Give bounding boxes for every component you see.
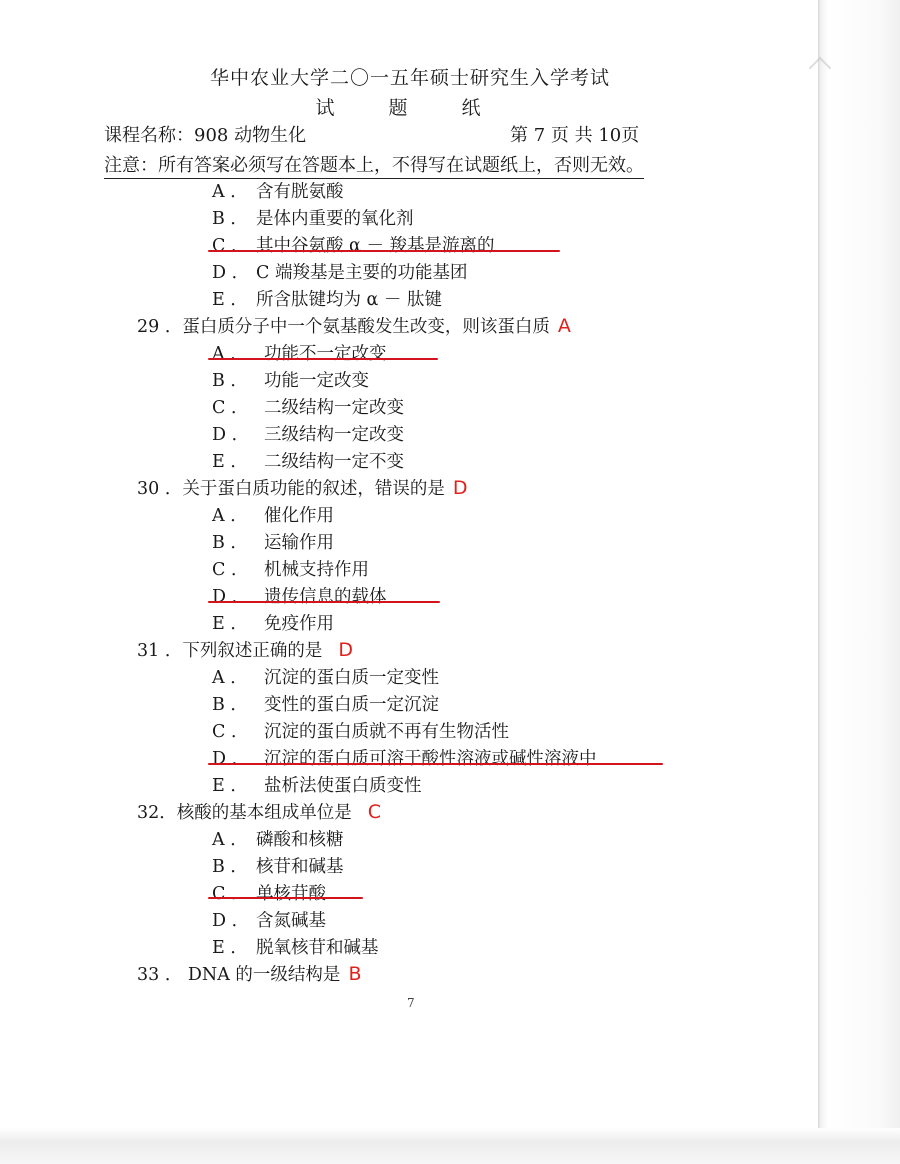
page-number: 7 [407,996,415,1010]
option-text: 沉淀的蛋白质一定变性 [264,668,439,688]
q29-option-b [212,367,369,392]
option-text: 其中谷氨酸 α － 羧基是游离的 [256,236,495,256]
q29-option-d [212,421,404,446]
option-text: 三级结构一定改变 [264,425,404,445]
question-32 [137,799,381,824]
option-label: A ． [212,344,248,364]
question-33 [137,961,361,986]
option-label: A ． [212,830,248,850]
q30-option-e [212,610,334,635]
option-label: D ． [212,911,250,931]
option-label: E ． [212,452,248,472]
q30-option-b [212,529,334,554]
question-stem: 29 ．蛋白质分子中一个氨基酸发生改变，则该蛋白质 [137,317,550,337]
q28-option-e [212,286,442,311]
q31-option-b [212,691,439,716]
option-text: 单核苷酸 [256,884,326,904]
option-text: 盐析法使蛋白质变性 [264,776,422,796]
option-text: 催化作用 [264,506,334,526]
question-30 [137,475,467,500]
option-text: 所含肽键均为 α － 肽键 [256,290,443,310]
option-text: 二级结构一定不变 [264,452,404,472]
scan-edge-right [818,0,900,1164]
q28-option-b [212,205,414,230]
option-label: E ． [212,776,248,796]
course-name: 课程名称：908 动物生化 [104,125,307,146]
option-text: 功能一定改变 [264,371,369,391]
q31-option-e [212,772,422,797]
scan-edge-bottom [0,1128,900,1164]
option-text: C 端羧基是主要的功能基团 [256,263,468,283]
q29-option-c [212,394,404,419]
option-label: C ． [212,398,249,418]
red-underline-q31 [208,763,663,765]
question-31 [137,637,353,662]
option-label: B ． [212,857,248,877]
option-text: 沉淀的蛋白质可溶于酸性溶液或碱性溶液中 [264,749,597,769]
option-label: A ． [212,182,248,202]
handwritten-answer: C [367,801,382,823]
exam-title: 华中农业大学二〇一五年硕士研究生入学考试 [209,67,610,89]
page-info: 第 7 页 共 10页 [510,125,640,146]
q28-option-a [212,178,344,203]
q32-option-c [212,880,326,905]
q31-option-c [212,718,509,743]
option-label: D ． [212,749,250,769]
option-text: 运输作用 [264,533,334,553]
option-text: 是体内重要的氧化剂 [256,209,414,229]
question-stem: 30 ．关于蛋白质功能的叙述，错误的是 [137,479,445,499]
option-text: 遗传信息的载体 [264,587,387,607]
q32-option-e [212,934,379,959]
option-label: C ． [212,236,249,256]
option-text: 磷酸和核糖 [256,830,344,850]
option-text: 核苷和碱基 [256,857,344,877]
q28-option-d [212,259,467,284]
notice-text: 注意：所有答案必须写在答题本上，不得写在试题纸上，否则无效。 [104,151,644,179]
question-29 [137,313,571,338]
option-label: B ． [212,695,248,715]
option-label: D ． [212,263,250,283]
option-label: C ． [212,722,249,742]
red-underline-q28 [208,250,560,252]
option-text: 脱氧核苷和碱基 [256,938,379,958]
red-underline-q32 [208,897,363,899]
option-label: E ． [212,938,248,958]
option-text: 二级结构一定改变 [264,398,404,418]
option-text: 变性的蛋白质一定沉淀 [264,695,439,715]
option-text: 含氮碱基 [256,911,326,931]
option-label: D ． [212,425,250,445]
option-label: A ． [212,506,248,526]
q30-option-d [212,583,387,608]
option-label: E ． [212,614,248,634]
q32-option-b [212,853,344,878]
q30-option-c [212,556,369,581]
option-label: A ． [212,668,248,688]
handwritten-answer: D [452,477,468,499]
question-stem: 33 ． DNA 的一级结构是 [137,965,341,985]
q31-option-d [212,745,597,770]
option-label: B ． [212,371,248,391]
q31-option-a [212,664,439,689]
option-text: 机械支持作用 [264,560,369,580]
option-text: 沉淀的蛋白质就不再有生物活性 [264,722,509,742]
option-text: 免疫作用 [264,614,334,634]
option-label: C ． [212,884,249,904]
option-text: 功能不一定改变 [264,344,387,364]
option-label: B ． [212,533,248,553]
q32-option-d [212,907,326,932]
red-underline-q29 [208,358,438,360]
handwritten-answer: B [348,963,362,985]
q30-option-a [212,502,334,527]
option-label: B ． [212,209,248,229]
q32-option-a [212,826,344,851]
q28-option-c [212,232,495,257]
option-label: E ． [212,290,248,310]
option-label: D ． [212,587,250,607]
option-label: C ． [212,560,249,580]
q29-option-a [212,340,387,365]
q29-option-e [212,448,404,473]
option-text: 含有胱氨酸 [256,182,344,202]
question-stem: 32．核酸的基本组成单位是 [137,803,352,823]
exam-subtitle: 试 题 纸 [315,97,505,119]
handwritten-answer: A [557,315,571,337]
question-stem: 31 ．下列叙述正确的是 [137,641,323,661]
handwritten-answer: D [338,639,353,661]
red-underline-q30 [208,601,440,603]
